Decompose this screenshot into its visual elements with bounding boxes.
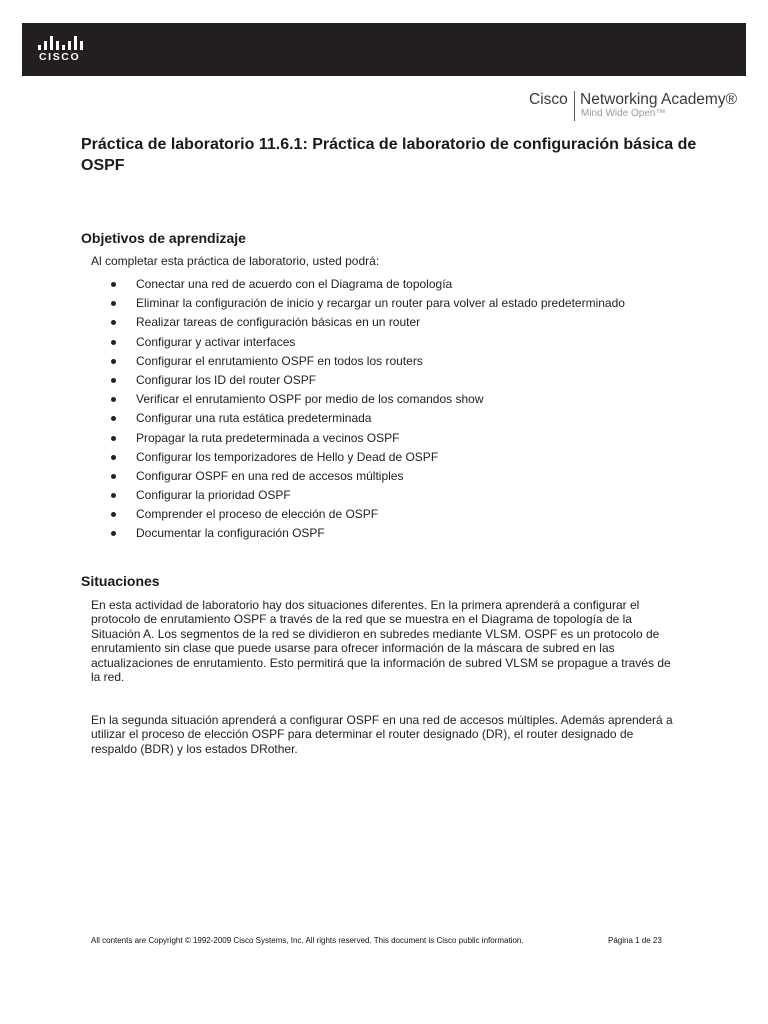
list-item: [107, 295, 625, 314]
bullet-icon: [111, 340, 116, 345]
objective-text: Configurar el enrutamiento OSPF en todos los routers: [136, 353, 423, 368]
list-item: [107, 314, 625, 333]
academy-brand-cisco: Cisco: [529, 91, 568, 108]
list-item: [107, 468, 625, 487]
bullet-icon: [111, 282, 116, 287]
list-item: [107, 410, 625, 429]
bullet-icon: [111, 474, 116, 479]
bullet-icon: [111, 378, 116, 383]
objective-text: Propagar la ruta predeterminada a vecinos OSPF: [136, 430, 400, 445]
list-item: [107, 487, 625, 506]
objective-text: Configurar los temporizadores de Hello y Dead de OSPF: [136, 449, 439, 464]
header-bar: [22, 23, 746, 76]
objective-text: Configurar y activar interfaces: [136, 334, 296, 349]
networking-academy-logo: [529, 91, 749, 125]
list-item: [107, 525, 625, 544]
objectives-heading: Objetivos de aprendizaje: [81, 230, 246, 246]
bullet-icon: [111, 455, 116, 460]
list-item: [107, 506, 625, 525]
objective-text: Configurar una ruta estática predeterminada: [136, 411, 372, 426]
bullet-icon: [111, 512, 116, 517]
objective-text: Eliminar la configuración de inicio y recargar un router para volver al estado predeterminado: [136, 296, 625, 311]
list-item: [107, 276, 625, 295]
objective-text: Configurar la prioridad OSPF: [136, 488, 291, 503]
scenarios-heading: Situaciones: [81, 573, 160, 589]
objective-text: Realizar tareas de configuración básicas en un router: [136, 315, 421, 330]
objective-text: Comprender el proceso de elección de OSPF: [136, 507, 379, 522]
bullet-icon: [111, 359, 116, 364]
cisco-wordmark: CISCO: [39, 51, 81, 63]
academy-brand-name: Networking Academy®: [580, 91, 738, 108]
scenarios-paragraph-2: En la segunda situación aprenderá a configurar OSPF en una red de accesos múltiples. Además aprenderá a utilizar el proceso de elección OSPF para determinar el router designado (DR), el router designado de respaldo (BDR) y los estados DRother.: [91, 713, 673, 756]
objectives-list: [107, 276, 625, 545]
bullet-icon: [111, 531, 116, 536]
bullet-icon: [111, 320, 116, 325]
objective-text: Documentar la configuración OSPF: [136, 526, 325, 541]
bullet-icon: [111, 301, 116, 306]
bullet-icon: [111, 493, 116, 498]
cisco-bars-icon: [38, 36, 84, 50]
list-item: [107, 334, 625, 353]
document-title: Práctica de laboratorio 11.6.1: Práctica de laboratorio de configuración básica de OSPF: [81, 136, 697, 174]
objective-text: Configurar OSPF en una red de accesos múltiples: [136, 468, 404, 483]
academy-divider: [574, 91, 575, 121]
bullet-icon: [111, 397, 116, 402]
list-item: [107, 372, 625, 391]
footer-copyright: All contents are Copyright © 1992-2009 Cisco Systems, Inc. All rights reserved. This document is Cisco public information.: [91, 936, 524, 945]
bullet-icon: [111, 436, 116, 441]
bullet-icon: [111, 416, 116, 421]
objective-text: Conectar una red de acuerdo con el Diagrama de topología: [136, 277, 453, 291]
footer-page-number: Página 1 de 23: [608, 936, 662, 945]
list-item: [107, 391, 625, 410]
scenarios-paragraph-1: En esta actividad de laboratorio hay dos situaciones diferentes. En la primera aprenderá a configurar el protocolo de enrutamiento OSPF a través de la red que se muestra en el Diagrama de topología de la Situación A. Los segmentos de la red se dividieron en subredes mediante VLSM. OSPF es un protocolo de enrutamiento sin clase que puede usarse para ofrecer información de la máscara de subred en las actualizaciones de enrutamiento. Esto permitirá que la información de subred VLSM se propague a través de la red.: [91, 598, 671, 685]
objective-text: Configurar los ID del router OSPF: [136, 372, 317, 387]
objectives-intro: Al completar esta práctica de laboratorio, usted podrá:: [91, 254, 380, 268]
academy-tagline: Mind Wide Open™: [581, 108, 666, 119]
cisco-logo: [36, 34, 92, 64]
list-item: [107, 449, 625, 468]
objective-text: Verificar el enrutamiento OSPF por medio de los comandos show: [136, 392, 484, 407]
list-item: [107, 353, 625, 372]
page-footer: [91, 936, 671, 950]
list-item: [107, 430, 625, 449]
